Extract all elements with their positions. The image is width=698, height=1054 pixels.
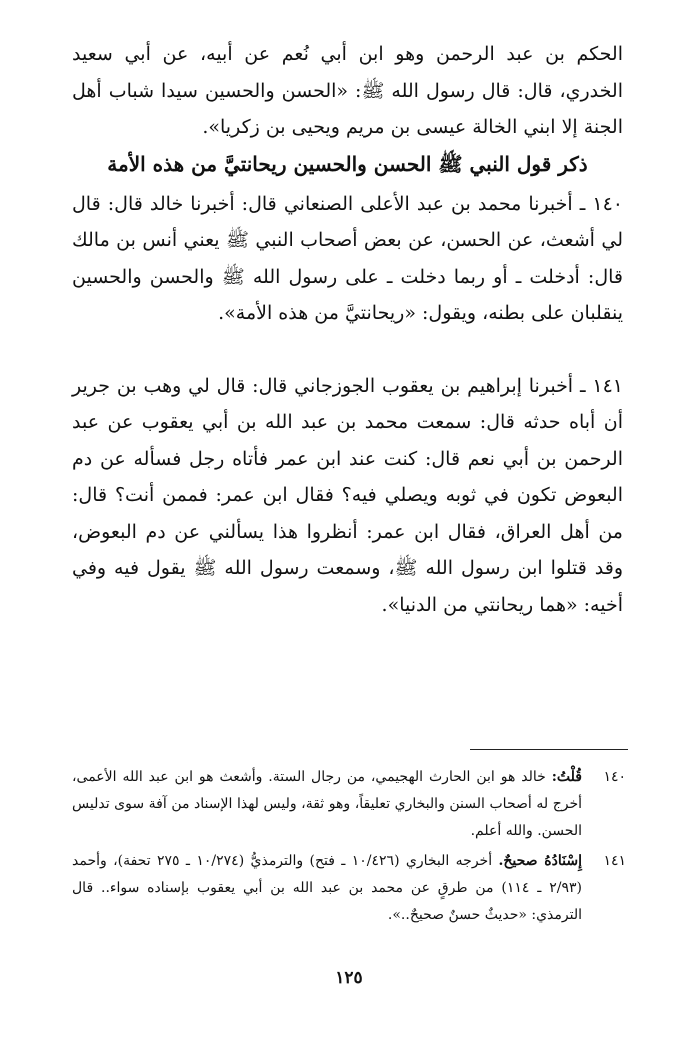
footnote-lead: إِسْنَادُهُ صحيحٌ. [498,853,582,869]
footnote-number: ١٤٠ [603,769,626,785]
hadith-140: ١٤٠ ـ أخبرنا محمد بن عبد الأعلى الصنعاني قال: أخبرنا خالد قال: قال لي أشعث، عن الحسن، عن بعض أصحاب النبي ﷺ يعني أنس بن مالك قال: أدخلت ـ أو ربما دخلت ـ على رسول الله ﷺ والحسن والحسين ينقلبان على بطنه، ويقول: «ريحانتيَّ من هذه الأمة». [72,192,623,324]
footnote-141 [72,848,626,929]
footnote-lead: قُلْتُ: [551,769,582,785]
footnote-140 [72,764,626,845]
chapter-heading: ذكر قول النبي ﷺ الحسن والحسين ريحانتيَّ من هذه الأمة [107,151,588,176]
intro-paragraph: الحكم بن عبد الرحمن وهو ابن أبي نُعم عن أبيه، عن أبي سعيد الخدري، قال: قال رسول الله ﷺ: «الحسن والحسين سيدا شباب أهل الجنة إلا ابني الخالة عيسى بن مريم ويحيى بن زكريا». [72,43,623,138]
footnote-separator [470,749,628,750]
footnote-text: خالد هو ابن الحارث الهجيمي، من رجال الستة. وأشعث هو ابن عبد الله الأعمى، أخرج له أصحاب السنن والبخاري تعليقاً، وهو ثقة، وليس لهذا الإسناد من آفة سوى تدليس الحسن. والله أعلم. [72,769,582,839]
hadith-141: ١٤١ ـ أخبرنا إبراهيم بن يعقوب الجوزجاني قال: قال لي وهب بن جرير أن أباه حدثه قال: سمعت محمد بن عبد الله بن أبي يعقوب عن عبد الرحمن بن أبي نعم قال: كنت عند ابن عمر فأتاه رجل فسأله عن دم البعوض تكون في ثوبه ويصلي فيه؟ فقال ابن عمر: فممن أنت؟ قال: من أهل العراق، فقال ابن عمر: أنظروا هذا يسألني عن دم البعوض، وقد قتلوا ابن رسول الله ﷺ، وسمعت رسول الله ﷺ يقول فيه وفي أخيه: «هما ريحانتي من الدنيا». [72,374,623,616]
footnotes [72,764,626,932]
main-text [72,36,623,623]
footnote-text: أخرجه البخاري (١٠/٤٢٦ ـ فتح) والترمذيُّ (١٠/٢٧٤ ـ ٢٧٥ تحفة)، وأحمد (٢/٩٣ ـ ١١٤) من طرقٍ عن محمد بن عبد الله بن أبي يعقوب بإسناده سواء.. قال الترمذي: «حديثٌ حسنٌ صحيحٌ..». [72,853,582,923]
footnote-body [72,848,582,929]
footnote-number: ١٤١ [603,853,626,869]
footnote-body [72,764,582,845]
page-number: ١٢٥ [335,968,363,988]
